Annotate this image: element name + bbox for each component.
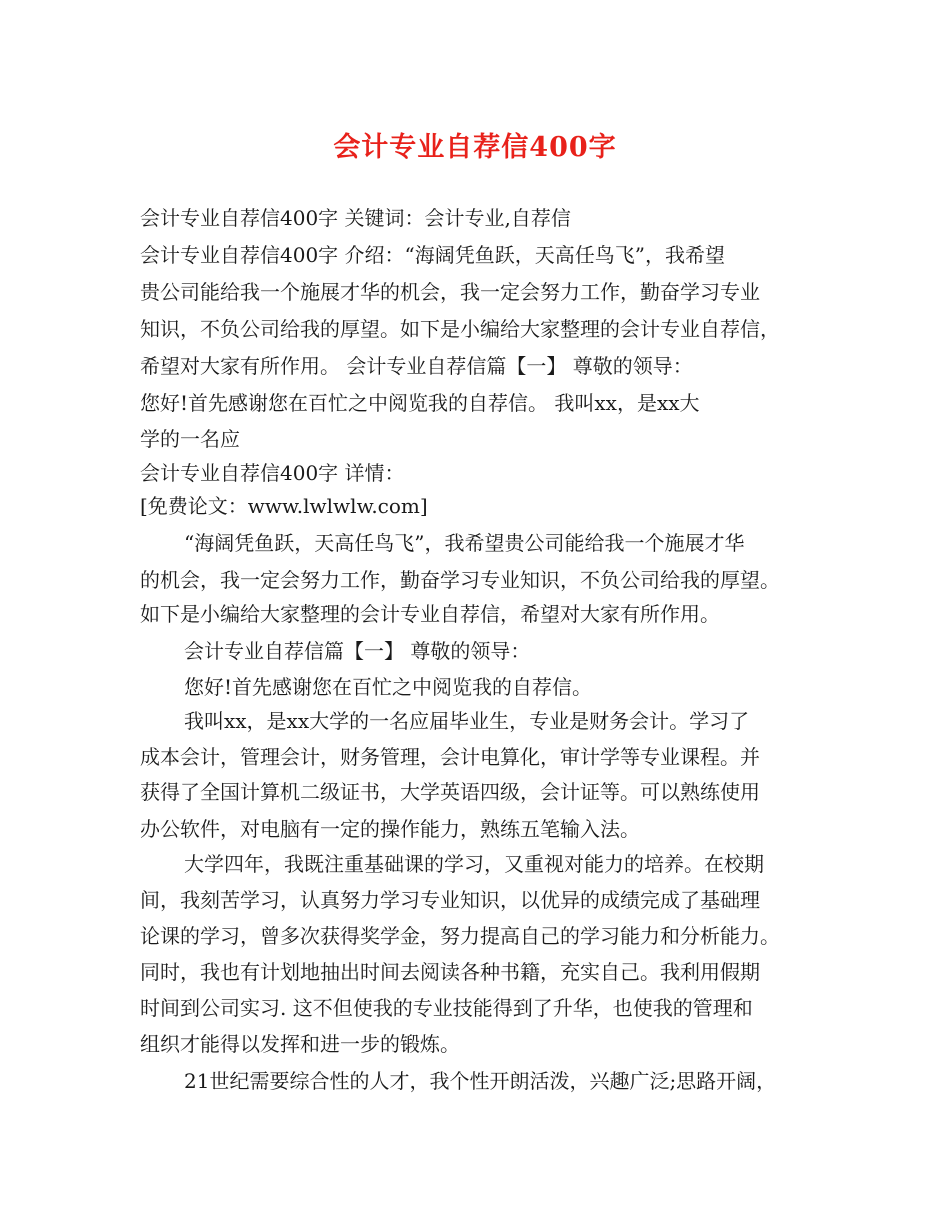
document-title: 会计专业自荐信400字: [333, 132, 617, 163]
text-line: 时间到公司实习. 这不但使我的专业技能得到了升华，也使我的管理和: [140, 996, 753, 1020]
text-line: 同时，我也有计划地抽出时间去阅读各种书籍，充实自己。我利用假期: [140, 960, 760, 984]
text-line: “海阔凭鱼跃，天高任鸟飞”，我希望贵公司能给我一个施展才华: [184, 531, 745, 555]
text-line: 间，我刻苦学习，认真努力学习专业知识，以优异的成绩完成了基础理: [140, 888, 760, 912]
text-line: 大学四年，我既注重基础课的学习，又重视对能力的培养。在校期: [184, 852, 764, 876]
text-line: 会计专业自荐信400字 关键词：会计专业,自荐信: [140, 206, 571, 230]
text-line: 我叫xx，是xx大学的一名应届毕业生，专业是财务会计。学习了: [184, 709, 750, 733]
text-line: 学的一名应: [140, 427, 240, 451]
text-line: 21世纪需要综合性的人才，我个性开朗活泼，兴趣广泛;思路开阔，: [184, 1069, 777, 1093]
text-line: 论课的学习，曾多次获得奖学金，努力提高自己的学习能力和分析能力。: [140, 924, 780, 948]
text-line: 组织才能得以发挥和进一步的锻炼。: [140, 1032, 460, 1056]
text-line: 成本会计，管理会计，财务管理，会计电算化，审计学等专业课程。并: [140, 745, 760, 769]
text-line: 会计专业自荐信篇【一】 尊敬的领导：: [184, 639, 531, 663]
text-line: 您好!首先感谢您在百忙之中阅览我的自荐信。: [184, 675, 593, 699]
text-line: 贵公司能给我一个施展才华的机会，我一定会努力工作，勤奋学习专业: [140, 280, 760, 304]
text-line: [免费论文：www.lwlwlw.com]: [140, 494, 428, 518]
text-line: 的机会，我一定会努力工作，勤奋学习专业知识，不负公司给我的厚望。: [140, 568, 780, 592]
text-line: 知识，不负公司给我的厚望。如下是小编给大家整理的会计专业自荐信，: [140, 317, 780, 341]
text-line: 您好!首先感谢您在百忙之中阅览我的自荐信。 我叫xx，是xx大: [140, 391, 700, 415]
text-line: 如下是小编给大家整理的会计专业自荐信，希望对大家有所作用。: [140, 602, 720, 626]
text-line: 会计专业自荐信400字 介绍：“海阔凭鱼跃，天高任鸟飞”，我希望: [140, 243, 725, 267]
text-line: 希望对大家有所作用。 会计专业自荐信篇【一】 尊敬的领导：: [140, 354, 693, 378]
text-line: 会计专业自荐信400字 详情：: [140, 461, 405, 485]
text-line: 办公软件，对电脑有一定的操作能力，熟练五笔输入法。: [140, 817, 640, 841]
text-line: 获得了全国计算机二级证书，大学英语四级，会计证等。可以熟练使用: [140, 780, 760, 804]
